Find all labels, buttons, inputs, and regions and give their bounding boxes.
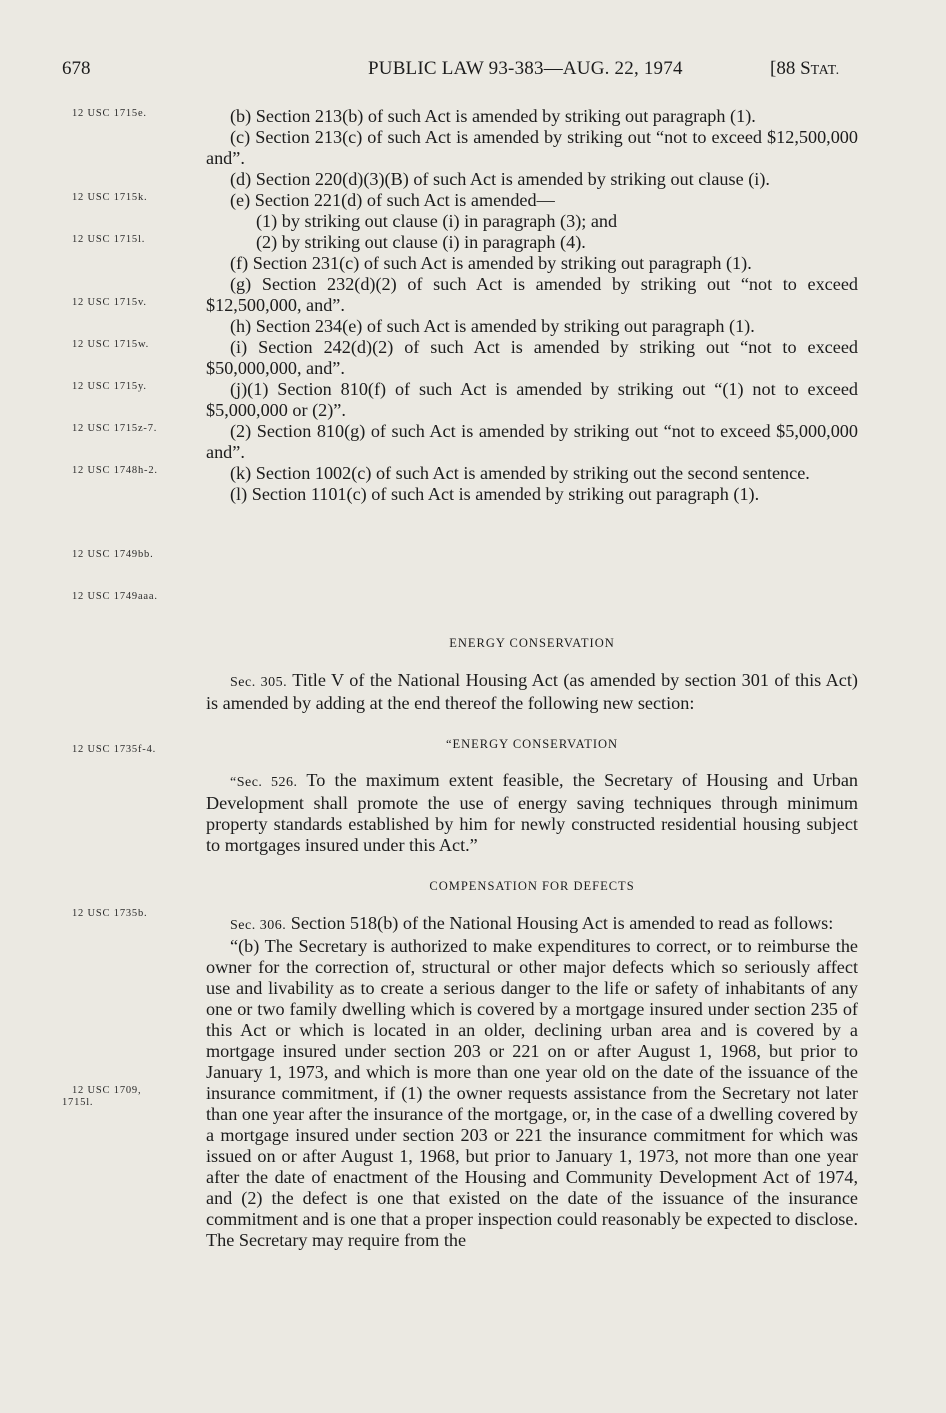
section-text: To the maximum extent feasible, the Secretary of Housing and Urban Development shall promote the use of energy saving techniques through minimum property standards established by him for newly constructed residential housing subject to mortgages insured under this Act.”	[206, 770, 858, 855]
amendment-f: (f) Section 231(c) of such Act is amended by striking out paragraph (1).	[230, 253, 752, 273]
margin-note: 12 USC 1735f-4.	[72, 744, 157, 755]
section-label: “Sec. 526.	[230, 775, 298, 790]
amendment-b: (b) Section 213(b) of such Act is amended by striking out paragraph (1).	[230, 106, 756, 126]
margin-note: 12 USC 1748h-2.	[72, 465, 158, 476]
margin-note: 12 USC 1715k.	[72, 192, 148, 203]
amendment-j-1: (j)(1) Section 810(f) of such Act is amended by striking out “(1) not to exceed $5,000,000 or (2)”.	[206, 379, 858, 420]
section-label: Sec. 305.	[230, 675, 288, 690]
section-526	[206, 770, 858, 856]
amendment-k: (k) Section 1002(c) of such Act is amended by striking out the second sentence.	[230, 463, 810, 483]
margin-note: 12 USC 1715z-7.	[72, 423, 158, 434]
amendment-e-2: (2) by striking out clause (i) in paragraph (4).	[256, 232, 586, 252]
quoted-heading-energy: “ENERGY CONSERVATION	[445, 737, 619, 751]
margin-note: 12 USC 1715w.	[72, 339, 150, 350]
section-text: Section 518(b) of the National Housing Act is amended to read as follows:	[290, 913, 834, 933]
amendment-c: (c) Section 213(c) of such Act is amended by striking out “not to exceed $12,500,000 and”.	[206, 127, 858, 168]
section-label: Sec. 306.	[230, 918, 287, 933]
page-number: 678	[62, 58, 91, 79]
running-title: PUBLIC LAW 93-383—AUG. 22, 1974	[368, 58, 683, 79]
volume-citation	[770, 58, 840, 80]
amendment-h: (h) Section 234(e) of such Act is amended by striking out paragraph (1).	[230, 316, 755, 336]
margin-note: 12 USC 1749bb.	[72, 549, 154, 560]
margin-note: 12 USC 1715y.	[72, 381, 147, 392]
amendments-section	[206, 106, 858, 505]
margin-note: 12 USC 1709,	[72, 1085, 142, 1096]
amendment-i: (i) Section 242(d)(2) of such Act is amended by striking out “not to exceed $50,000,000, and”.	[206, 337, 858, 378]
section-text: Title V of the National Housing Act (as amended by section 301 of this Act) is amended by adding at the end thereof the following new section:	[206, 670, 858, 713]
margin-note: 1715l.	[62, 1097, 94, 1108]
amendment-e: (e) Section 221(d) of such Act is amended—	[230, 190, 555, 210]
margin-note: 12 USC 1715e.	[72, 108, 147, 119]
volume-prefix: [88 S	[770, 58, 811, 79]
margin-note: 12 USC 1749aaa.	[72, 591, 158, 602]
section-306	[206, 913, 858, 1251]
section-518b-text: “(b) The Secretary is authorized to make expenditures to correct, or to reimburse the owner for the correction of, structural or other major defects which so seriously affect use and livability as to create a serious danger to the life or safety of inhabitants of any one or two family dwelling which is covered by a mortgage insured under section 235 of this Act or which is located in an older, declining urban area and is covered by a mortgage insured under section 203 or 221 on or after August 1, 1968, but prior to January 1, 1973, and which is more than one year old on the date of the issuance of the insurance commitment, if (1) the owner requests assistance from the Secretary not later than one year after the insurance of the mortgage, or, in the case of a dwelling covered by a mortgage insured under section 203 or 221 the insurance commitment for which was issued on or after August 1, 1968, but prior to January 1, 1973, not more than one year after the date of enactment of the Housing and Community Development Act of 1974, and (2) the defect is one that existed on the date of the issuance of the insurance commitment and is one that a proper inspection could reasonably be expected to disclose. The Secretary may require from the	[206, 936, 858, 1250]
amendment-j-2: (2) Section 810(g) of such Act is amended by striking out “not to exceed $5,000,000 and”.	[206, 421, 858, 462]
amendment-e-1: (1) by striking out clause (i) in paragraph (3); and	[256, 211, 618, 231]
amendment-g: (g) Section 232(d)(2) of such Act is amended by striking out “not to exceed $12,500,000, and”.	[206, 274, 858, 315]
margin-note: 12 USC 1715l.	[72, 234, 146, 245]
section-heading-energy: ENERGY CONSERVATION	[449, 636, 615, 650]
section-heading-defects: COMPENSATION FOR DEFECTS	[429, 879, 635, 893]
amendment-l: (l) Section 1101(c) of such Act is amended by striking out paragraph (1).	[230, 484, 760, 504]
amendment-d: (d) Section 220(d)(3)(B) of such Act is amended by striking out clause (i).	[230, 169, 770, 189]
section-305	[206, 670, 858, 714]
margin-note: 12 USC 1715v.	[72, 297, 147, 308]
margin-note: 12 USC 1735b.	[72, 908, 148, 919]
volume-suffix: TAT.	[810, 63, 840, 78]
